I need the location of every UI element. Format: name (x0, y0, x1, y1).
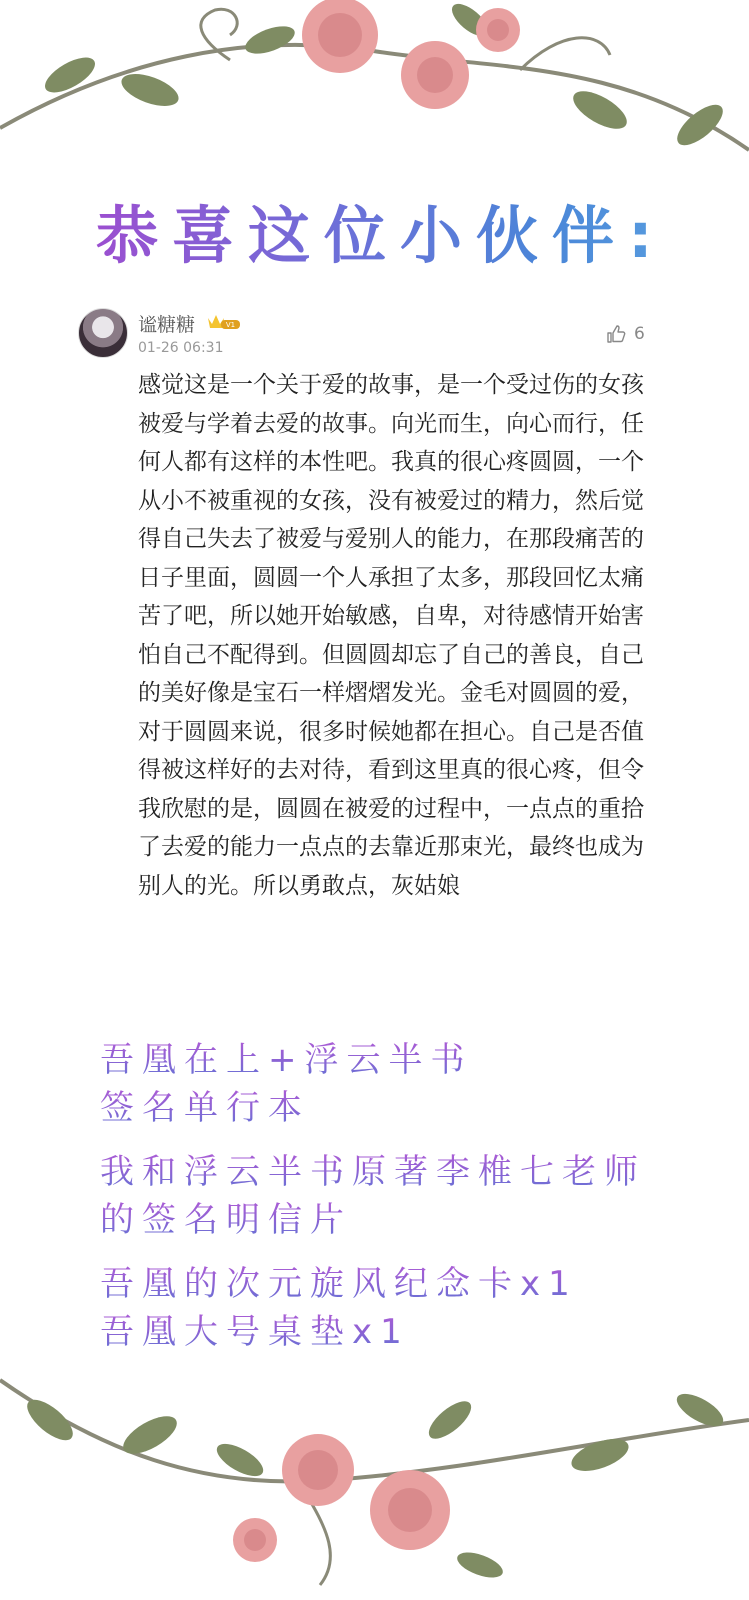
top-floral-decoration (0, 0, 749, 200)
prize-line: 吾凰在上+浮云半书 (100, 1036, 700, 1084)
like-button[interactable] (606, 324, 645, 344)
prize-line: 吾凰的次元旋风纪念卡x1 (100, 1260, 700, 1308)
prize-line: 吾凰大号桌垫x1 (100, 1308, 700, 1356)
comment-timestamp: 01-26 06:31 (138, 340, 224, 356)
headline-title: 恭喜这位小伙伴: (96, 188, 696, 284)
thumbs-up-icon (606, 324, 626, 344)
like-count: 6 (634, 324, 645, 344)
prize-item (100, 1036, 700, 1132)
badge-level: V1 (225, 321, 236, 329)
avatar[interactable] (78, 308, 128, 358)
prize-item (100, 1148, 700, 1244)
prize-line: 的签名明信片 (100, 1196, 700, 1244)
username[interactable]: 谧糖糖 (138, 314, 196, 336)
bottom-floral-decoration (0, 1360, 749, 1600)
prize-list (100, 1036, 700, 1372)
comment-body: 感觉这是一个关于爱的故事，是一个受过伤的女孩被爱与学着去爱的故事。向光而生，向心而行，任何人都有这样的本性吧。我真的很心疼圆圆，一个从小不被重视的女孩，没有被爱过的精力，然后觉得自己失去了被爱与爱别人的能力，在那段痛苦的日子里面，圆圆一个人承担了太多，那段回忆太痛苦了吧，所以她开始敏感，自卑，对待感情开始害怕自己不配得到。但圆圆却忘了自己的善良，自己的美好像是宝石一样熠熠发光。金毛对圆圆的爱，对于圆圆来说，很多时候她都在担心。自己是否值得被这样好的去对待，看到这里真的很心疼，但令我欣慰的是，圆圆在被爱的过程中，一点点的重拾了去爱的能力一点点的去靠近那束光，最终也成为别人的光。所以勇敢点，灰姑娘 (138, 372, 644, 899)
prize-line: 签名单行本 (100, 1084, 700, 1132)
prize-item (100, 1260, 700, 1356)
crown-badge-icon (207, 312, 241, 330)
prize-line: 我和浮云半书原著李椎七老师 (100, 1148, 700, 1196)
